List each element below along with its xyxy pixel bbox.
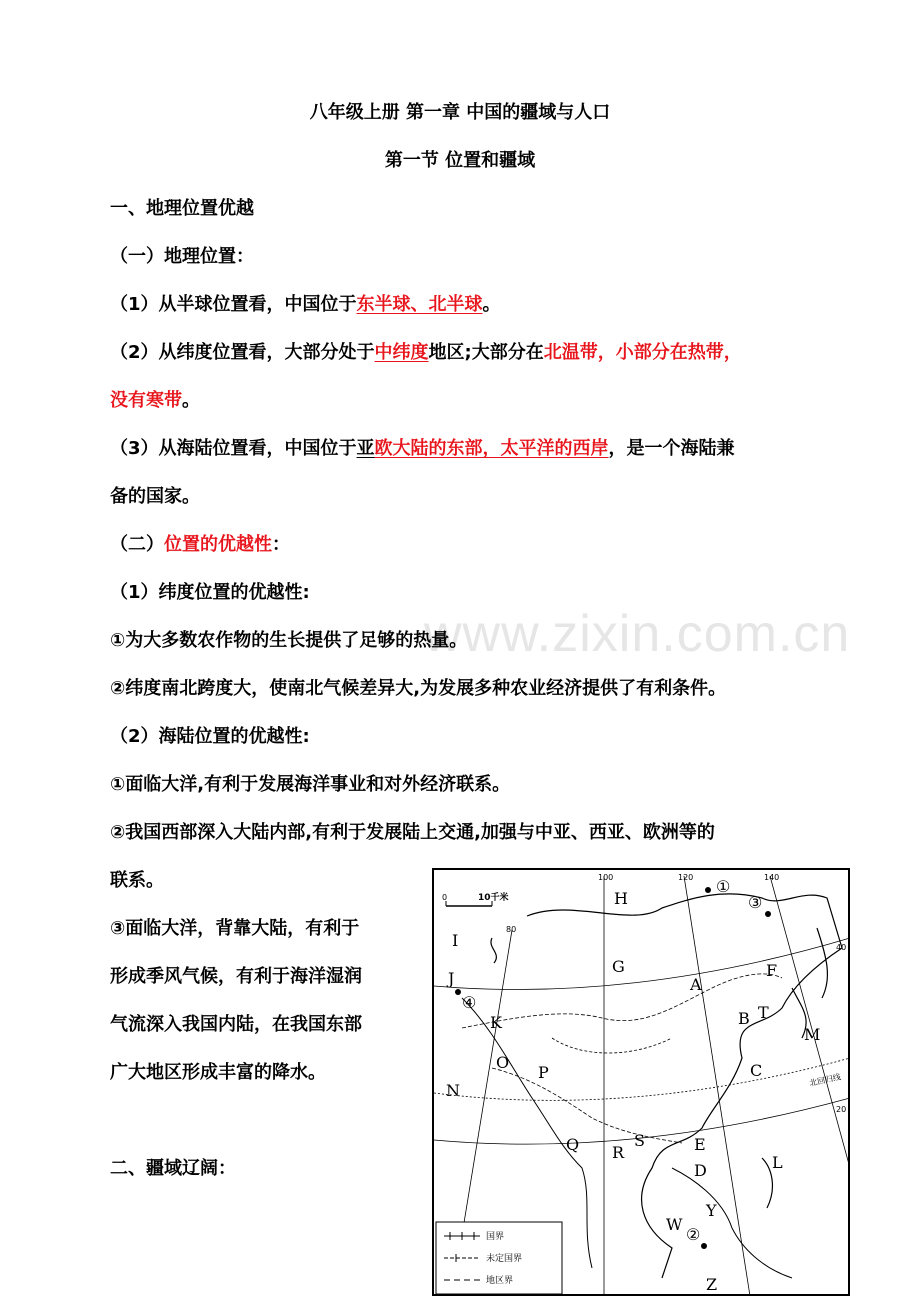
answer-text: 东半球、北半球: [356, 294, 483, 315]
map-label: P: [538, 1063, 549, 1082]
answer-text: 位置的优越性: [164, 534, 272, 555]
map-label: S: [634, 1131, 645, 1150]
sea-advantage-3-line3: 气流深入我国内陆，在我国东部: [110, 1014, 362, 1035]
answer-text: 没有寒带: [110, 390, 182, 411]
text: （二）: [110, 534, 164, 555]
map-label: I: [452, 931, 459, 950]
map-label: Z: [706, 1275, 718, 1294]
underlined-text: 亚: [356, 438, 375, 459]
answer-text: 中纬度: [374, 342, 429, 363]
text: ，是一个海陆兼: [608, 438, 735, 459]
map-label: G: [612, 957, 625, 976]
item-latitude: [110, 340, 742, 366]
sea-advantage-3-line4: 广大地区形成丰富的降水。: [110, 1062, 326, 1083]
map-label: J: [448, 969, 455, 988]
subheading-location: （一）地理位置：: [110, 246, 254, 267]
map-label: D: [694, 1161, 707, 1180]
map-label: W: [666, 1215, 683, 1234]
item-latitude-cont: [110, 388, 200, 414]
sea-advantage-3: ③面临大洋，背靠大陆，有利于: [110, 918, 360, 939]
map-label: F: [766, 961, 778, 980]
map-label: A: [690, 975, 702, 994]
sea-advantage-2-cont: 联系。: [110, 870, 164, 891]
map-label: Y: [706, 1201, 717, 1220]
legend-undetermined-border: 未定国界: [486, 1254, 523, 1264]
scale-label: 10千米: [478, 893, 509, 903]
lat-40: 40: [836, 943, 847, 952]
lon-80: 80: [506, 925, 517, 934]
lat-advantage-title: （1）纬度位置的优越性:: [110, 582, 310, 603]
text: 地区;大部分在: [428, 342, 544, 363]
map-label: N: [446, 1081, 460, 1100]
sea-advantage-1: ①面临大洋,有利于发展海洋事业和对外经济联系。: [110, 774, 511, 795]
page-title: 八年级上册 第一章 中国的疆域与人口: [309, 102, 611, 123]
map-label: R: [612, 1143, 625, 1162]
answer-text: 北温带，小部分在热带，: [543, 342, 742, 363]
watermark: www.zixin.com.cn: [424, 605, 851, 663]
sea-advantage-2: ②我国西部深入大陆内部,有利于发展陆上交通,加强与中亚、西亚、欧洲等的: [110, 822, 715, 843]
circled-label: ②: [686, 1225, 701, 1244]
lat-advantage-1: ①为大多数农作物的生长提供了足够的热量。: [110, 630, 468, 651]
map-label: Q: [566, 1135, 580, 1154]
heading-part1: 一、地理位置优越: [110, 198, 254, 219]
asia-map: [432, 868, 850, 1296]
item-hemisphere: [110, 292, 501, 318]
map-label: C: [750, 1061, 763, 1080]
sea-advantage-title: （2）海陆位置的优越性:: [110, 726, 310, 747]
map-label: H: [614, 889, 628, 908]
text: 。: [482, 294, 501, 315]
heading-part2: 二、疆域辽阔：: [110, 1158, 236, 1179]
text: （1）从半球位置看，中国位于: [110, 294, 357, 315]
section-title: 第一节 位置和疆域: [384, 150, 536, 171]
map-label: M: [804, 1025, 821, 1044]
tropic-label: 北回归线: [808, 1072, 842, 1088]
legend-region-border: 地区界: [486, 1276, 514, 1286]
circled-label: ③: [748, 893, 763, 912]
scale-zero: 0: [442, 893, 448, 902]
map-label: O: [496, 1053, 510, 1072]
item-sea-land-cont: 备的国家。: [110, 486, 200, 507]
lat-advantage-2: ②纬度南北跨度大，使南北气候差异大,为发展多种农业经济提供了有利条件。: [110, 678, 727, 699]
map-label: T: [758, 1003, 769, 1022]
answer-text: 欧大陆的东部，太平洋的西岸: [374, 438, 609, 459]
text: （2）从纬度位置看，大部分处于: [110, 342, 375, 363]
map-label: B: [738, 1009, 750, 1028]
circled-label: ④: [462, 993, 477, 1012]
text: 。: [182, 390, 200, 411]
item-sea-land: [110, 436, 735, 462]
lon-140: 140: [764, 873, 780, 882]
circled-label: ①: [716, 877, 731, 896]
lon-100: 100: [598, 873, 614, 882]
text: （3）从海陆位置看，中国位于: [110, 438, 357, 459]
text: ：: [272, 534, 290, 555]
lon-120: 120: [678, 873, 694, 882]
map-label: E: [694, 1135, 706, 1154]
subheading-advantage: [110, 532, 290, 558]
sea-advantage-3-line2: 形成季风气候，有利于海洋湿润: [110, 966, 362, 987]
lat-20: 20: [836, 1105, 847, 1114]
map-label: L: [772, 1153, 783, 1172]
legend-border: 国界: [486, 1232, 505, 1242]
map-label: K: [490, 1013, 502, 1032]
